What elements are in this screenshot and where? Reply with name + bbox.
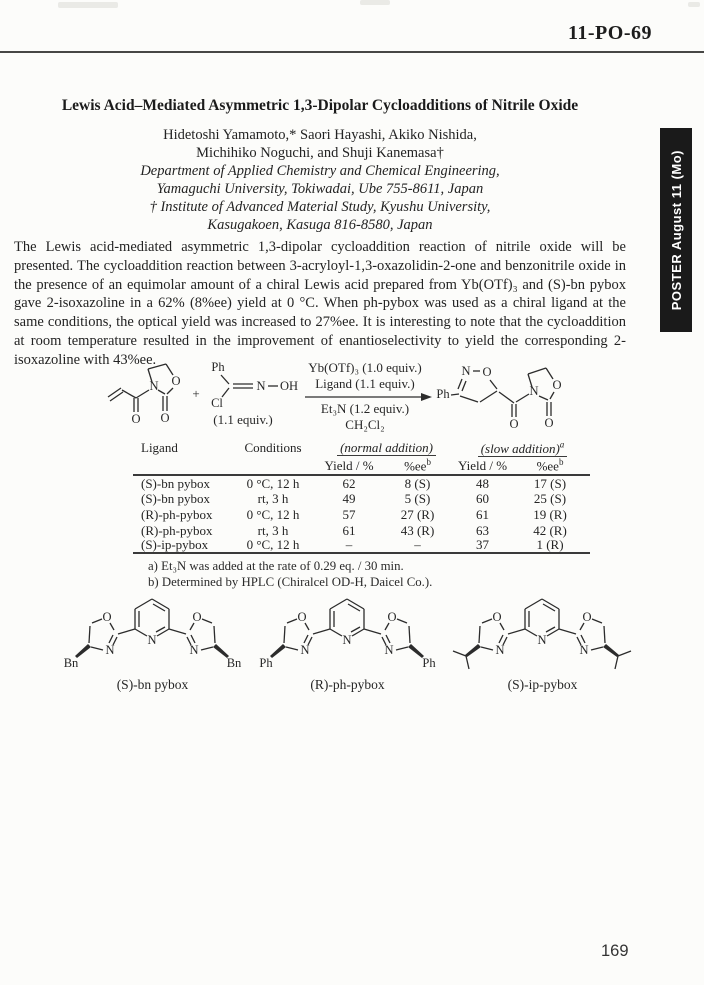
paper-title: Lewis Acid–Mediated Asymmetric 1,3-Dipolar Cycloadditions of Nitrile Oxide <box>61 97 579 114</box>
atom-label-o: O <box>160 411 170 425</box>
cell-normal-yield: 49 <box>342 491 356 507</box>
reaction-scheme <box>103 356 583 444</box>
plus-sign: + <box>192 386 200 401</box>
cell-normal-yield: 62 <box>342 475 356 491</box>
cell-slow-ee: 19 (R) <box>533 506 567 522</box>
cell-ligand: (S)-bn pybox <box>141 475 210 491</box>
atom-label-n: N <box>149 379 159 393</box>
cell-ligand: (S)-ip-pybox <box>141 537 209 553</box>
atom-label-ph: Ph <box>436 387 450 401</box>
page-number: 169 <box>601 942 629 960</box>
footnote-a: a) Et₃N was added at the rate of 0.29 eq. / 30 min. <box>148 559 404 573</box>
cell-conditions: 0 °C, 12 h <box>246 506 300 522</box>
footnote-b: b) Determined by HPLC (Chiralcel OD-H, Daicel Co.). <box>148 574 433 589</box>
atom-label-o: O <box>509 417 519 431</box>
atom-label-n: N <box>105 643 115 657</box>
affiliation-line: † Institute of Advanced Material Study, Kyushu University, <box>149 199 491 215</box>
col-header-yield: Yield / % <box>324 458 374 473</box>
atom-label-o: O <box>131 412 141 426</box>
table-row <box>133 476 590 492</box>
equiv-label: (1.1 equiv.) <box>213 412 273 427</box>
atom-label-n: N <box>189 643 199 657</box>
cell-slow-ee: 42 (R) <box>533 522 567 538</box>
structure-label: (S)-ip-pybox <box>507 677 578 692</box>
right-oxazoline <box>364 610 436 670</box>
cell-normal-yield: – <box>345 537 353 553</box>
reaction-scheme-drawing <box>103 356 583 444</box>
header-rule <box>0 51 704 53</box>
cell-normal-ee: – <box>414 537 421 553</box>
cell-conditions: 0 °C, 12 h <box>246 475 300 491</box>
hydroximoyl-chloride-structure <box>211 360 298 427</box>
author-line: Michihiko Noguchi, and Shuji Kanemasa† <box>196 145 444 161</box>
bn-pybox-drawing <box>60 592 245 670</box>
results-table <box>133 438 590 554</box>
table-row <box>133 538 590 554</box>
col-header-conditions: Conditions <box>244 440 302 455</box>
cell-slow-yield: 61 <box>476 506 489 522</box>
structure-label: (S)-bn pybox <box>116 677 189 692</box>
poster-session-tab-label: POSTER August 11 (Mo) <box>668 149 684 311</box>
right-oxazoline <box>559 610 631 669</box>
scan-artifact <box>360 0 390 5</box>
atom-label-o: O <box>102 610 112 624</box>
cell-normal-ee: 27 (R) <box>400 506 435 522</box>
footnote-marker-b: b <box>558 457 564 468</box>
cell-slow-ee: 1 (R) <box>536 537 564 553</box>
isoxazoline-product-structure <box>436 364 561 431</box>
atom-label-o: O <box>552 378 562 392</box>
substituent-label: Bn <box>226 656 242 670</box>
right-oxazoline <box>169 610 242 670</box>
cell-conditions: 0 °C, 12 h <box>246 537 300 553</box>
table-row <box>133 492 590 508</box>
left-oxazoline <box>259 610 330 670</box>
atom-label-n: N <box>300 643 310 657</box>
group-header-normal-addition: (normal addition) <box>318 440 455 456</box>
structure-ph-pybox <box>255 592 440 693</box>
affiliation-line: Department of Applied Chemistry and Chemical Engineering, <box>140 163 500 179</box>
acryloyl-oxazolidinone-structure <box>108 364 181 426</box>
abstract-text: The Lewis acid-mediated asymmetric 1,3-dipolar cycloaddition reaction of nitrile oxide will be presented. The cycloaddition reaction between 3-acryloyl-1,3-oxazolidin-2-one and benzonitrile oxide in the presence of an equimolar amount of a chiral Lewis acid prepared from Yb(OTf)₃ and (S)-bn pybox gave 2-isoxazoline in a 62% (8%ee) yield at 0 °C. When ph-pybox was used as a chiral ligand at the same conditions, the optical yield was increased to 27%ee. It is interesting to note that the cycloaddition at room temperature resulted in the improvement of enantioselectivity to yield the corresponding 2-isoxazoline with 43%ee. <box>14 239 626 368</box>
substituent-label: Bn <box>63 656 79 670</box>
poster-session-tab <box>660 128 692 332</box>
cell-ligand: (S)-bn pybox <box>141 491 210 507</box>
condition-line: Yb(OTf)₃ (1.0 equiv.) <box>308 360 422 375</box>
substituent-label: Ph <box>259 656 273 670</box>
atom-label-n: N <box>537 633 547 647</box>
atom-label-o: O <box>192 610 202 624</box>
atom-label-o: O <box>171 374 181 388</box>
cell-slow-yield: 37 <box>476 537 489 553</box>
atom-label-n: N <box>147 633 157 647</box>
group-header-slow-addition: (slow addition)$^a$ <box>455 439 590 456</box>
left-oxazoline <box>453 610 525 669</box>
atom-label-ph: Ph <box>211 360 225 374</box>
cell-ligand: (R)-ph-pybox <box>141 506 213 522</box>
scan-artifact <box>58 2 118 8</box>
table-subheader-row <box>133 458 590 476</box>
col-header-yield: Yield / % <box>457 458 508 473</box>
author-line: Hidetoshi Yamamoto,* Saori Hayashi, Akiko Nishida, <box>163 127 477 143</box>
structure-ip-pybox <box>450 592 635 693</box>
pyridine-ring <box>525 599 559 636</box>
affiliation-line: Kasugakoen, Kasuga 816-8580, Japan <box>207 217 433 233</box>
cell-normal-ee: 5 (S) <box>404 491 431 507</box>
atom-label-n: N <box>342 633 352 647</box>
cell-slow-ee: 17 (S) <box>533 475 567 491</box>
cell-slow-ee: 25 (S) <box>533 491 567 507</box>
table-header-row <box>133 438 590 458</box>
cell-normal-ee: 43 (R) <box>400 522 435 538</box>
col-header-ee: $\%ee^b$ <box>536 457 564 474</box>
table-row <box>133 507 590 523</box>
cell-normal-ee: 8 (S) <box>404 475 431 491</box>
condition-line: Ligand (1.1 equiv.) <box>315 376 415 391</box>
cell-slow-yield: 63 <box>476 522 489 538</box>
ph-pybox-drawing <box>255 592 440 670</box>
table-footnotes <box>148 559 432 590</box>
atom-label-n: N <box>384 643 394 657</box>
affiliation-line: Yamaguchi University, Tokiwadai, Ube 755-8611, Japan <box>156 181 484 197</box>
atom-label-o: O <box>544 416 554 430</box>
pyridine-ring <box>135 599 169 636</box>
ligand-structures <box>60 592 635 693</box>
cell-slow-yield: 48 <box>476 475 489 491</box>
atom-label-o: O <box>482 365 492 379</box>
cell-conditions: rt, 3 h <box>257 491 289 507</box>
atom-label-oh: OH <box>279 379 299 393</box>
scan-artifact <box>688 2 700 7</box>
structure-label: (R)-ph-pybox <box>310 677 385 692</box>
cell-normal-yield: 57 <box>342 506 356 522</box>
footnote-marker-b: b <box>426 457 431 468</box>
cell-normal-yield: 61 <box>342 522 356 538</box>
atom-label-n: N <box>495 643 505 657</box>
substituent-label: Ph <box>422 656 436 670</box>
atom-label-o: O <box>492 610 502 624</box>
ip-pybox-drawing <box>450 592 635 670</box>
left-oxazoline <box>64 610 135 670</box>
reaction-arrow <box>305 360 432 432</box>
condition-line: Et₃N (1.2 equiv.) <box>320 401 410 416</box>
author-block <box>14 126 626 234</box>
cell-conditions: rt, 3 h <box>257 522 289 538</box>
table-row <box>133 523 590 539</box>
structure-bn-pybox <box>60 592 245 693</box>
atom-label-n: N <box>256 379 266 393</box>
footnote-marker-a: a <box>559 439 565 450</box>
cell-ligand: (R)-ph-pybox <box>141 522 213 538</box>
atom-label-cl: Cl <box>211 396 223 410</box>
col-header-ee: $\%ee^b$ <box>404 457 431 474</box>
atom-label-n: N <box>461 364 471 378</box>
condition-line: CH₂Cl₂ <box>345 417 385 432</box>
atom-label-o: O <box>297 610 307 624</box>
pyridine-ring <box>330 599 364 636</box>
session-code: 11-PO-69 <box>568 22 652 44</box>
atom-label-o: O <box>582 610 592 624</box>
col-header-ligand: Ligand <box>141 440 178 455</box>
atom-label-n: N <box>579 643 589 657</box>
atom-label-o: O <box>387 610 397 624</box>
cell-slow-yield: 60 <box>476 491 489 507</box>
atom-label-n: N <box>529 384 539 398</box>
